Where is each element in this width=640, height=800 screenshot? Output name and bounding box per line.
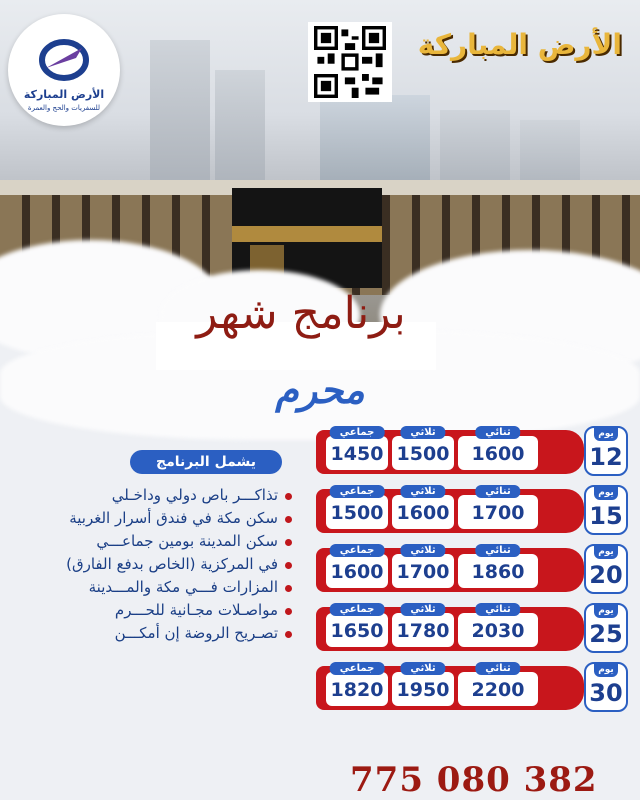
triple-label: ثلاثي xyxy=(400,544,445,557)
plane-swoosh-icon xyxy=(36,34,92,84)
triple-label: ثلاثي xyxy=(400,603,445,616)
group-price-cell xyxy=(326,604,388,647)
group-price: 1450 xyxy=(330,443,384,465)
double-label: ثنائي xyxy=(475,662,520,675)
day-badge xyxy=(584,544,628,594)
triple-price-cell xyxy=(392,486,454,529)
double-price-cell xyxy=(458,486,538,529)
group-price: 1820 xyxy=(330,679,384,701)
group-label: جماعي xyxy=(330,544,385,557)
day-badge xyxy=(584,662,628,712)
includes-list xyxy=(10,484,300,645)
double-label: ثنائي xyxy=(475,544,520,557)
group-price-cell xyxy=(326,663,388,706)
package-row-20 xyxy=(316,540,628,594)
triple-price: 1700 xyxy=(396,561,450,583)
triple-price-cell xyxy=(392,545,454,588)
group-label: جماعي xyxy=(330,662,385,675)
clock-tower xyxy=(150,40,210,200)
triple-label: ثلاثي xyxy=(400,485,445,498)
qr-code-icon xyxy=(312,26,388,98)
package-row-15 xyxy=(316,481,628,535)
double-price: 2200 xyxy=(471,679,525,701)
triple-price-cell xyxy=(392,427,454,470)
group-price: 1600 xyxy=(330,561,384,583)
triple-label: ثلاثي xyxy=(400,426,445,439)
group-price-cell xyxy=(326,545,388,588)
group-label: جماعي xyxy=(330,485,385,498)
group-label: جماعي xyxy=(330,603,385,616)
list-item: سكن مكة في فندق أسرار الغربية xyxy=(10,507,292,530)
phone-number[interactable]: 775 080 382 xyxy=(350,760,598,800)
double-price: 1700 xyxy=(471,502,525,524)
triple-price: 1950 xyxy=(396,679,450,701)
day-badge xyxy=(584,426,628,476)
double-price-cell xyxy=(458,604,538,647)
triple-price-cell xyxy=(392,604,454,647)
qr-code[interactable] xyxy=(308,22,392,102)
triple-label: ثلاثي xyxy=(400,662,445,675)
package-row-30 xyxy=(316,658,628,712)
group-price: 1500 xyxy=(330,502,384,524)
group-price-cell xyxy=(326,486,388,529)
day-number: 15 xyxy=(589,502,623,530)
double-price-cell xyxy=(458,545,538,588)
company-logo xyxy=(8,14,120,126)
includes-heading: يشمل البرنامج xyxy=(130,450,282,474)
triple-price-cell xyxy=(392,663,454,706)
price-table xyxy=(316,422,628,717)
list-item: تذاكـــر باص دولي وداخـلي xyxy=(10,484,292,507)
day-label: يوم xyxy=(594,605,618,618)
package-row-12 xyxy=(316,422,628,476)
double-price: 1600 xyxy=(471,443,525,465)
triple-price: 1500 xyxy=(396,443,450,465)
logo-subtitle: للسفريات والحج والعمرة xyxy=(27,104,101,112)
triple-price: 1600 xyxy=(396,502,450,524)
double-label: ثنائي xyxy=(475,603,520,616)
brand-title: الأرض المباركة xyxy=(417,28,622,61)
day-number: 25 xyxy=(589,620,623,648)
day-number: 12 xyxy=(589,443,623,471)
day-label: يوم xyxy=(594,487,618,500)
double-price-cell xyxy=(458,427,538,470)
program-month: محرم xyxy=(275,368,365,412)
group-price-cell xyxy=(326,427,388,470)
list-item: مواصـلات مجـانية للحـــرم xyxy=(10,599,292,622)
group-price: 1650 xyxy=(330,620,384,642)
list-item-continuation: في المركزية (الخاص بدفع الفارق) xyxy=(10,553,292,576)
includes-section xyxy=(10,450,300,645)
double-price: 1860 xyxy=(471,561,525,583)
package-row-25 xyxy=(316,599,628,653)
list-item: سكن المدينة بومين جماعـــي xyxy=(10,530,292,553)
double-price-cell xyxy=(458,663,538,706)
logo-name: الأرض المباركة xyxy=(23,88,105,101)
double-label: ثنائي xyxy=(475,485,520,498)
day-label: يوم xyxy=(594,546,618,559)
day-number: 30 xyxy=(589,679,623,707)
day-number: 20 xyxy=(589,561,623,589)
program-title: برنامج شهر xyxy=(196,288,406,339)
day-badge xyxy=(584,485,628,535)
group-label: جماعي xyxy=(330,426,385,439)
day-label: يوم xyxy=(594,664,618,677)
double-label: ثنائي xyxy=(475,426,520,439)
double-price: 2030 xyxy=(471,620,525,642)
kaaba-band xyxy=(232,226,382,242)
day-badge xyxy=(584,603,628,653)
list-item: المزارات فـــي مكة والمـــدينة xyxy=(10,576,292,599)
list-item: تصـريح الروضة إن أمكـــن xyxy=(10,622,292,645)
triple-price: 1780 xyxy=(396,620,450,642)
day-label: يوم xyxy=(594,428,618,441)
